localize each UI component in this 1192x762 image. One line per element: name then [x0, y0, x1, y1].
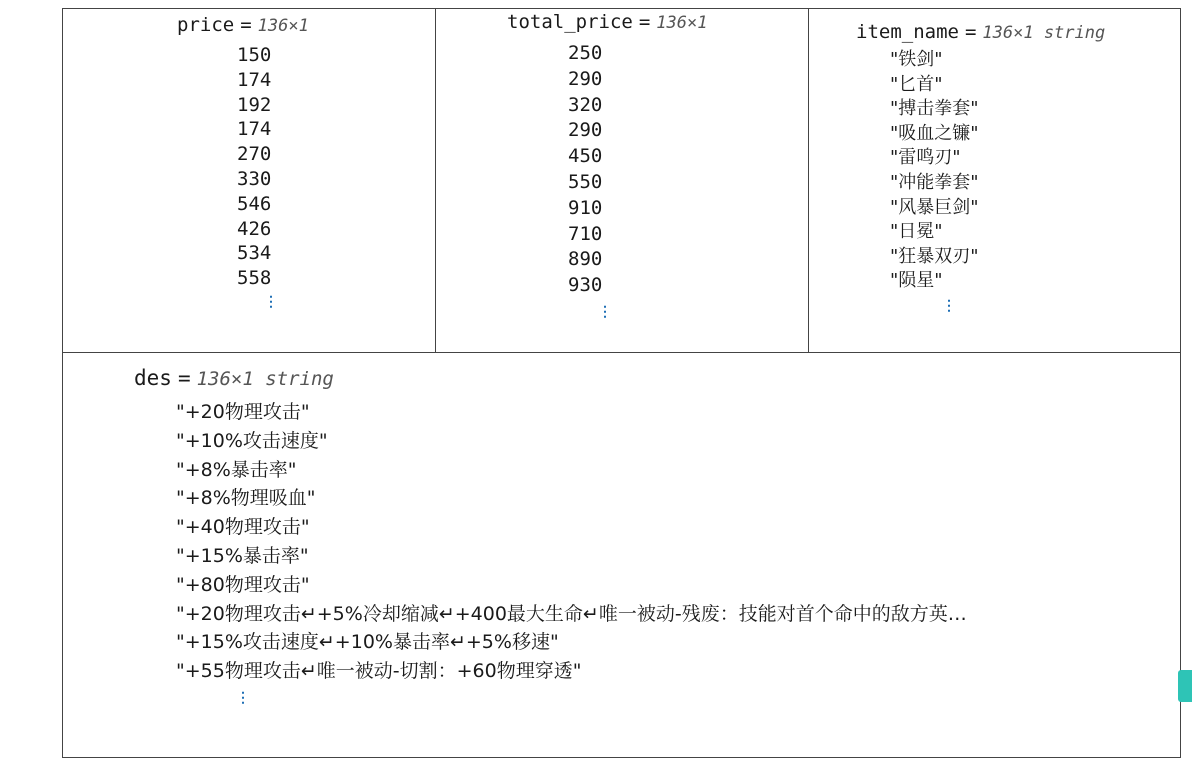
value-row: 290 — [568, 67, 603, 90]
column-divider — [808, 8, 809, 352]
variable-name: des — [134, 366, 172, 390]
equals-sign: = — [177, 366, 191, 390]
value-row: 174 — [237, 68, 272, 91]
value-row: "+8%物理吸血" — [176, 487, 316, 510]
more-rows-indicator[interactable]: ⋮ — [942, 298, 956, 314]
equals-sign: = — [240, 14, 252, 36]
value-row: "+15%暴击率" — [176, 544, 309, 567]
value-row: "铁剑" — [890, 49, 943, 70]
value-row: "狂暴双刃" — [890, 245, 979, 267]
variable-name: price — [177, 14, 235, 36]
value-row: "风暴巨剑" — [890, 196, 979, 218]
item-name-header — [856, 21, 1105, 43]
equals-sign: = — [638, 11, 651, 33]
value-row: 250 — [568, 42, 603, 64]
value-row: 320 — [568, 93, 603, 116]
variable-dims: 136×1 string — [196, 368, 334, 390]
value-row: 150 — [237, 44, 272, 66]
value-row: "+40物理攻击" — [176, 516, 310, 539]
value-row: "雷鸣刃" — [890, 147, 961, 169]
value-row: 710 — [568, 222, 603, 245]
value-row: "+10%攻击速度" — [176, 429, 328, 452]
value-row: "吸血之镰" — [890, 122, 979, 144]
value-row: 550 — [568, 170, 603, 193]
value-row: "+20物理攻击" — [176, 401, 310, 423]
column-divider — [435, 8, 436, 352]
des-header — [134, 366, 334, 390]
price-header — [177, 14, 309, 36]
value-row: "+20物理攻击↵+5%冷却缩减↵+400最大生命↵唯一被动-残废：技能对首个命中的敌方英… — [176, 602, 967, 625]
total-price-header — [507, 11, 707, 33]
price-values — [237, 43, 271, 291]
value-row: 910 — [568, 196, 603, 219]
value-row: "+80物理攻击" — [176, 573, 310, 596]
variable-dims: 136×1 string — [982, 23, 1106, 43]
more-rows-indicator[interactable]: ⋮ — [598, 304, 612, 320]
variable-name: total_price — [507, 11, 633, 33]
value-row: "+15%攻击速度↵+10%暴击率↵+5%移速" — [176, 631, 559, 654]
value-row: "搏击拳套" — [890, 98, 979, 120]
value-row: 558 — [237, 267, 272, 290]
value-row: 330 — [237, 167, 272, 190]
variable-dims: 136×1 — [257, 16, 309, 36]
value-row: 930 — [568, 274, 603, 297]
value-row: "+55物理攻击↵唯一被动-切割：+60物理穿透" — [176, 660, 582, 683]
value-row: "冲能拳套" — [890, 171, 979, 193]
des-values — [176, 398, 967, 686]
value-row: 290 — [568, 119, 603, 142]
value-row: "匕首" — [890, 73, 943, 95]
value-row: 890 — [568, 248, 603, 271]
value-row: 192 — [237, 93, 272, 116]
value-row: 270 — [237, 143, 272, 166]
item-name-values — [890, 48, 979, 294]
value-row: 450 — [568, 145, 603, 168]
value-row: 174 — [237, 118, 272, 141]
more-rows-indicator[interactable]: ⋮ — [236, 690, 250, 706]
more-rows-indicator[interactable]: ⋮ — [264, 294, 278, 310]
equals-sign: = — [964, 21, 977, 43]
value-row: 426 — [237, 217, 272, 240]
value-row: "日冕" — [890, 221, 943, 243]
value-row: "陨星" — [890, 270, 943, 292]
variable-name: item_name — [856, 21, 959, 43]
value-row: "+8%暴击率" — [176, 458, 297, 481]
value-row: 534 — [237, 242, 272, 265]
total-price-values — [568, 41, 602, 299]
row-divider — [62, 352, 1181, 353]
value-row: 546 — [237, 192, 272, 215]
scrollbar-thumb[interactable] — [1178, 670, 1192, 702]
variable-dims: 136×1 — [656, 13, 708, 33]
